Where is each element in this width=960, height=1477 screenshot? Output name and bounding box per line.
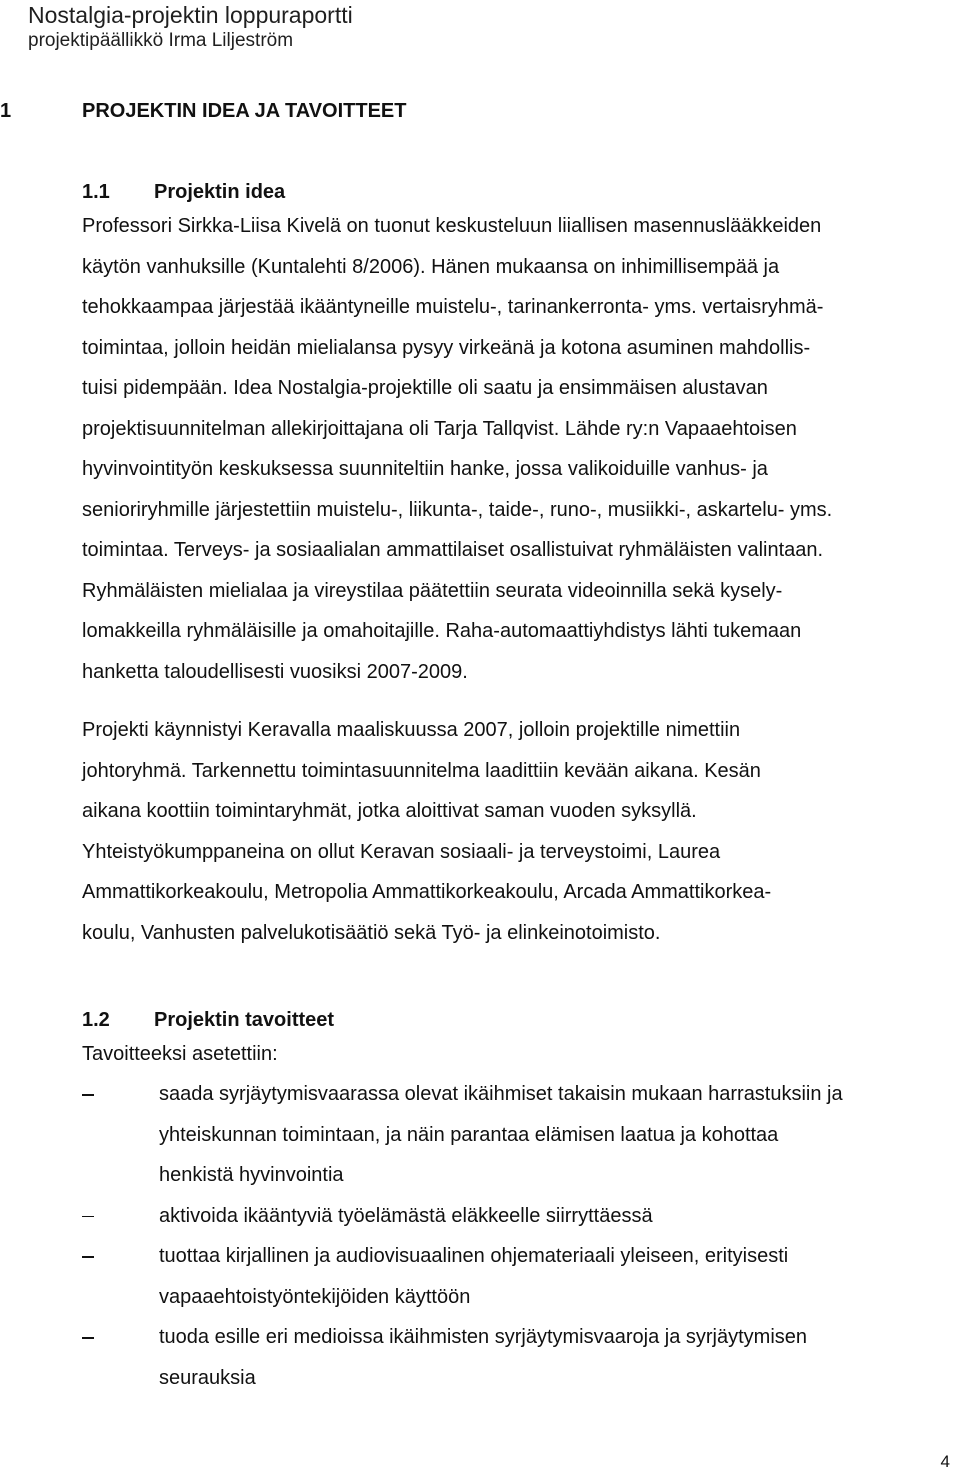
paragraph-line: tuisi pidempään. Idea Nostalgia-projektille oli saatu ja ensimmäisen alustavan: [82, 377, 768, 399]
paragraph-line: Projekti käynnistyi Keravalla maaliskuussa 2007, jolloin projektille nimettiin: [82, 719, 741, 741]
list-item-line: tuoda esille eri medioissa ikäihmisten syrjäytymisvaaroja ja syrjäytymisen: [159, 1326, 808, 1348]
list-item-line: seurauksia: [159, 1366, 256, 1389]
goals-list: [82, 1074, 843, 1398]
dash-bullet-icon: [82, 1094, 94, 1096]
paragraph-line: Professori Sirkka-Liisa Kivelä on tuonut keskusteluun liiallisen masennuslääkkeiden: [82, 215, 822, 237]
paragraph-line: hyvinvointityön keskuksessa suunniteltiin hanke, jossa valikoiduille vanhus- ja: [82, 458, 768, 480]
paragraph-line: johtoryhmä. Tarkennettu toimintasuunnitelma laadittiin kevään aikana. Kesän: [82, 759, 761, 782]
paragraph-line: senioriryhmille järjestettiin muistelu-, liikunta-, taide-, runo-, musiikki-, askartelu- yms.: [82, 498, 833, 521]
section-1-1-number: 1.1: [82, 181, 110, 203]
section-1-number: 1: [0, 100, 12, 122]
paragraph-line: Yhteistyökumppaneina on ollut Keravan sosiaali- ja terveystoimi, Laurea: [82, 840, 721, 863]
list-item: [82, 1236, 843, 1317]
paragraph-line: toimintaa. Terveys- ja sosiaalialan ammattilaiset osallistuivat ryhmäläisten valintaan.: [82, 539, 824, 561]
list-item: [82, 1196, 843, 1237]
list-item: [82, 1317, 843, 1398]
list-item-line: yhteiskunnan toimintaan, ja näin parantaa elämisen laatua ja kohottaa: [159, 1123, 779, 1146]
page-header: [28, 2, 353, 53]
section-1-title: PROJEKTIN IDEA JA TAVOITTEET: [82, 100, 407, 122]
paragraph-line: toimintaa, jolloin heidän mielialansa pysyy virkeänä ja kotona asuminen mahdollis-: [82, 336, 811, 359]
list-item-line: henkistä hyvinvointia: [159, 1164, 344, 1186]
paragraph-line: aikana koottiin toimintaryhmät, jotka aloittivat saman vuoden syksyllä.: [82, 800, 697, 822]
dash-bullet-icon: [82, 1256, 94, 1258]
section-1-2-number: 1.2: [82, 1009, 110, 1031]
paragraph-line: Ryhmäläisten mielialaa ja vireystilaa päätettiin seurata videoinnilla sekä kysely-: [82, 579, 783, 602]
dash-bullet-icon: [82, 1337, 94, 1339]
paragraph-line: käytön vanhuksille (Kuntalehti 8/2006). Hänen mukaansa on inhimillisempää ja: [82, 255, 780, 278]
paragraph-line: koulu, Vanhusten palvelukotisäätiö sekä Työ- ja elinkeinotoimisto.: [82, 921, 661, 944]
list-item-line: vapaaehtoistyöntekijöiden käyttöön: [159, 1285, 471, 1308]
report-title: Nostalgia-projektin loppuraportti: [28, 2, 353, 28]
paragraph-line: projektisuunnitelman allekirjoittajana oli Tarja Tallqvist. Lähde ry:n Vapaaehtoisen: [82, 417, 797, 440]
paragraph-line: hanketta taloudellisesti vuosiksi 2007-2009.: [82, 660, 468, 683]
paragraph-line: tehokkaampaa järjestää ikääntyneille muistelu-, tarinankerronta- yms. vertaisryhmä-: [82, 296, 824, 318]
list-item: [82, 1074, 843, 1196]
paragraph-line: lomakkeilla ryhmäläisille ja omahoitajille. Raha-automaattiyhdistys lähti tukemaan: [82, 620, 802, 642]
page-number: 4: [940, 1452, 950, 1471]
list-item-line: aktivoida ikääntyviä työelämästä eläkkeelle siirryttäessä: [159, 1204, 653, 1227]
goals-intro: Tavoitteeksi asetettiin:: [82, 1043, 278, 1065]
section-1-1-title: Projektin idea: [154, 181, 286, 203]
idea-paragraph-2: [82, 710, 948, 953]
idea-paragraph-1: [82, 206, 948, 692]
section-1-2-title: Projektin tavoitteet: [154, 1009, 335, 1031]
paragraph-line: Ammattikorkeakoulu, Metropolia Ammattikorkeakoulu, Arcada Ammattikorkea-: [82, 881, 772, 903]
list-item-line: saada syrjäytymisvaarassa olevat ikäihmiset takaisin mukaan harrastuksiin ja: [159, 1083, 843, 1105]
report-author: projektipäällikkö Irma Liljeström: [28, 30, 294, 51]
dash-bullet-icon: [82, 1216, 94, 1218]
list-item-line: tuottaa kirjallinen ja audiovisuaalinen ohjemateriaali yleiseen, erityisesti: [159, 1245, 789, 1267]
